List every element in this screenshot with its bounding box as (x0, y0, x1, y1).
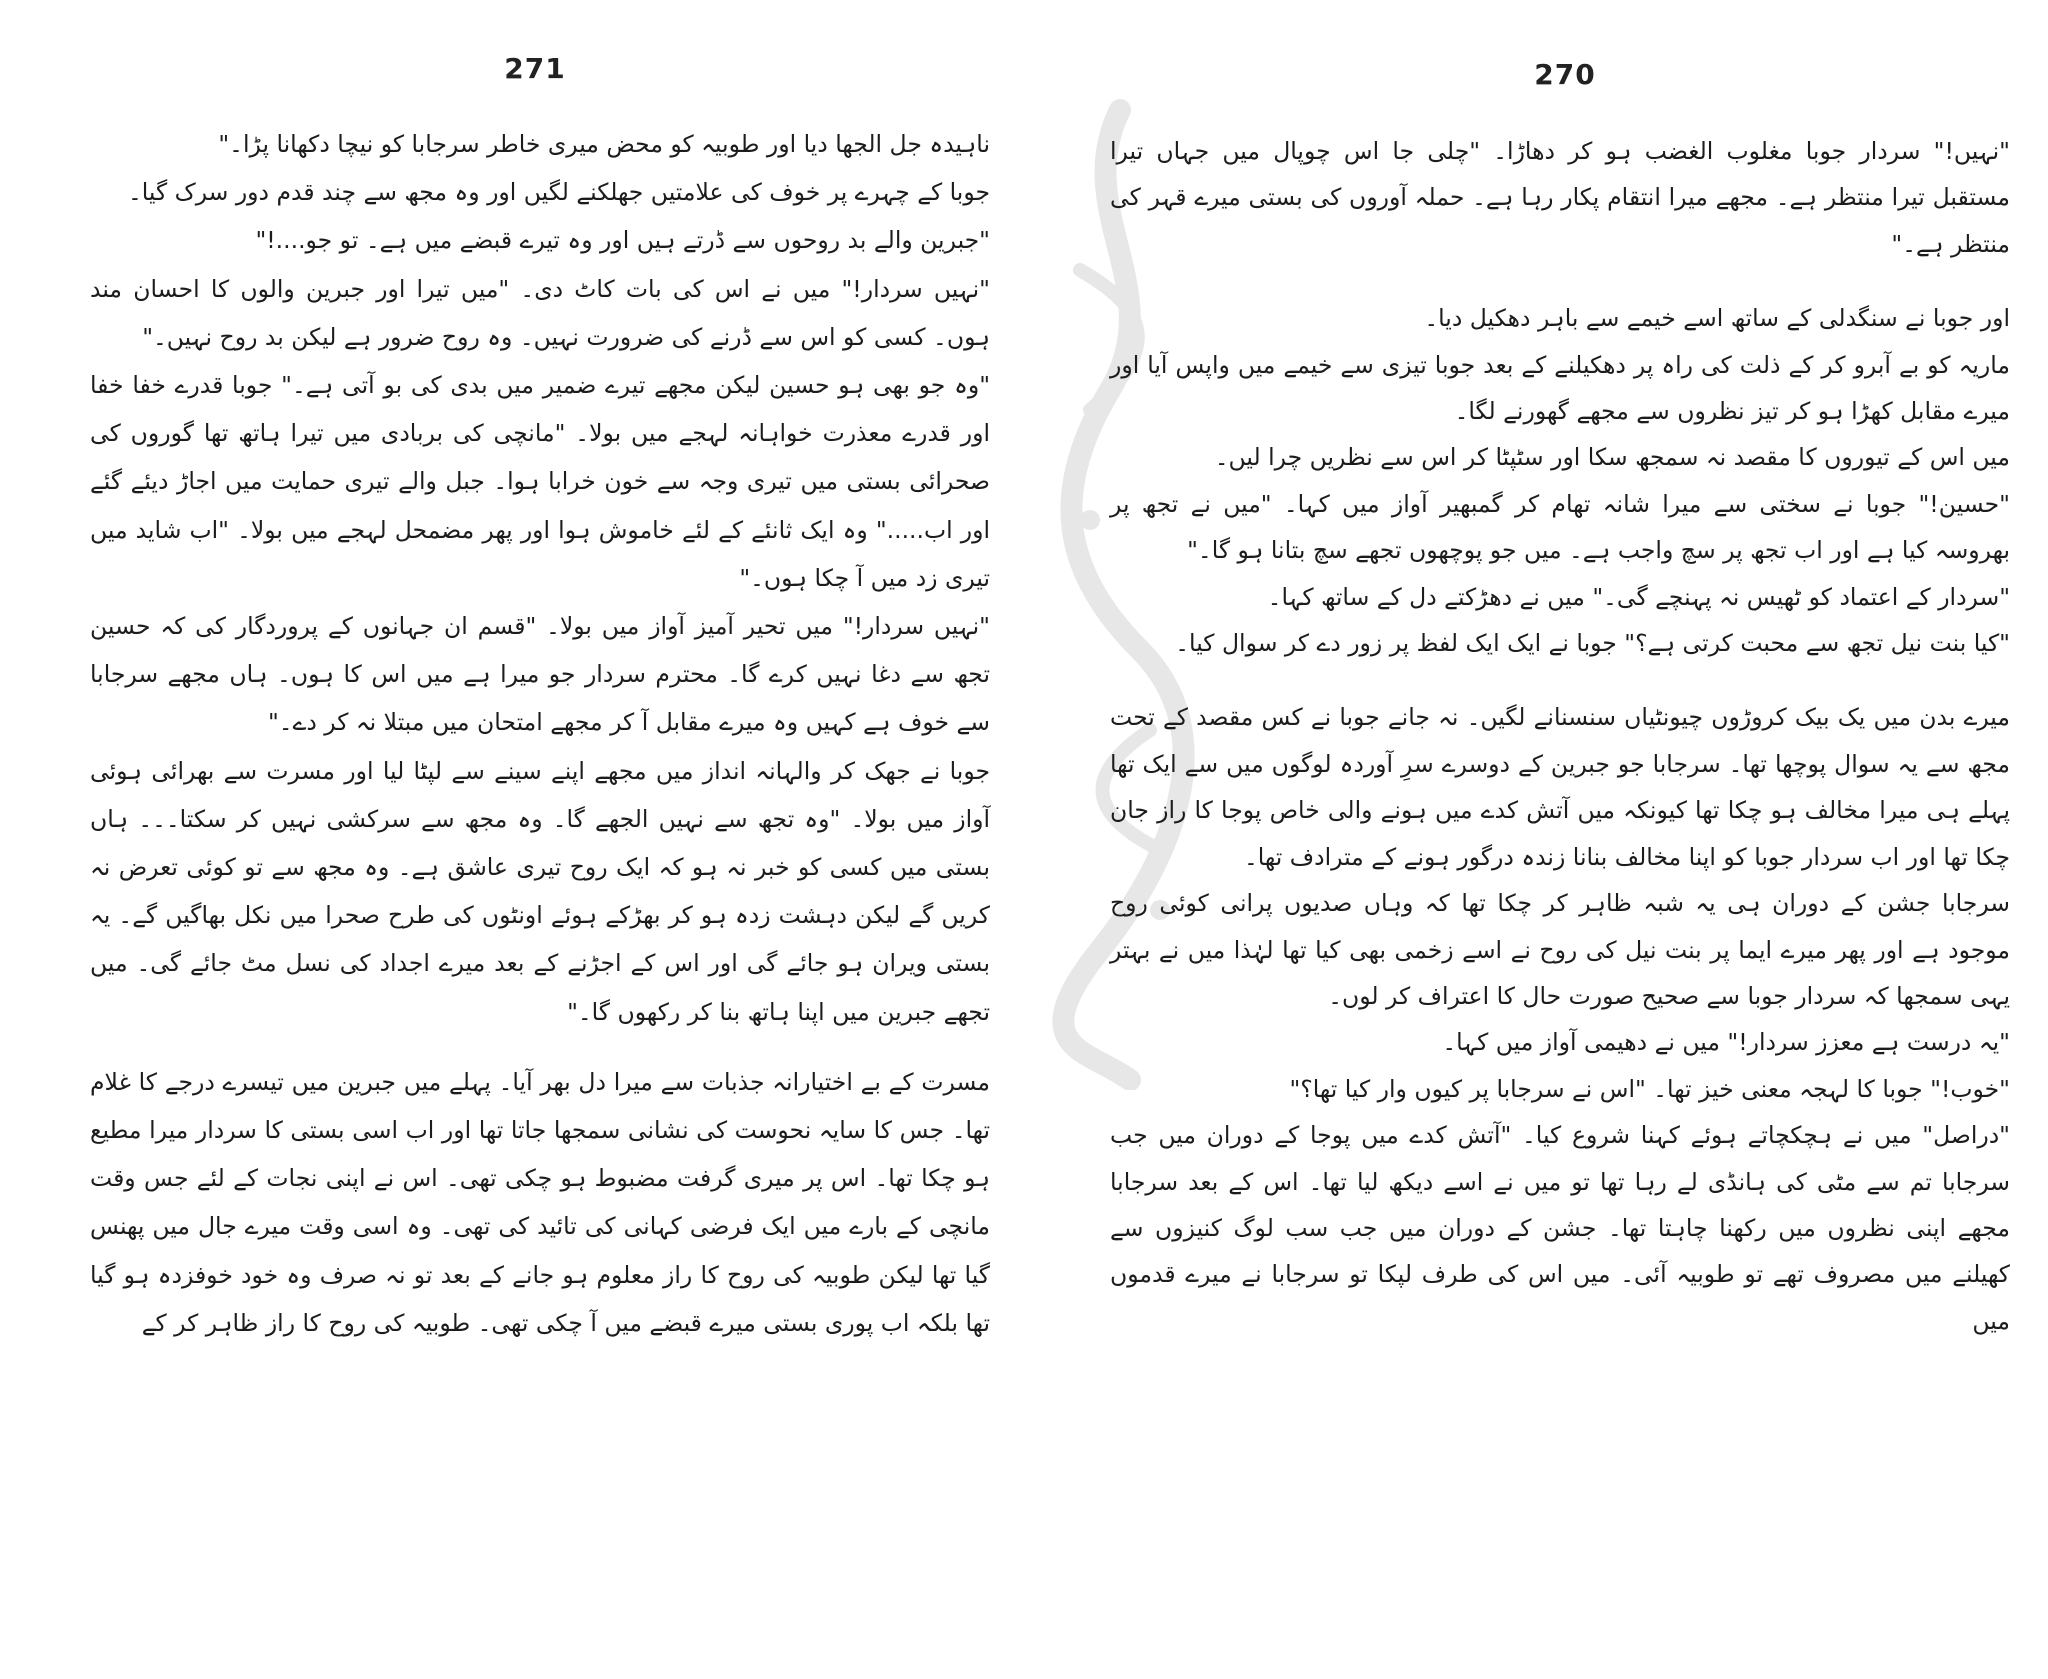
paragraph: "کیا بنت نیل تجھ سے محبت کرتی ہے؟" جوبا نے ایک ایک لفظ پر زور دے کر سوال کیا۔ (1175, 629, 2010, 658)
left-page (90, 0, 990, 1679)
right-page-text (1110, 128, 2010, 1344)
paragraph: میں اس کے تیوروں کا مقصد نہ سمجھ سکا اور سٹپٹا کر اس سے نظریں چرا لیں۔ (1214, 443, 2010, 472)
paragraph: "نہیں سردار!" میں تحیر آمیز آواز میں بولا۔ "قسم ان جہانوں کے پروردگار کی کہ حسین تجھ سے دغا نہیں کرے گا۔ محترم سردار جو میرا ہے میں اس کا ہوں۔ ہاں مجھے سرجابا سے خوف ہے کہیں وہ میرے مقابل آ کر مجھے امتحان میں مبتلا نہ کر دے۔" (90, 612, 990, 737)
paragraph: "دراصل" میں نے ہچکچاتے ہوئے کہنا شروع کیا۔ "آتش کدے میں پوجا کے دوران میں جب سرجابا تم سے مٹی کی ہانڈی لے رہا تھا تو میں نے اسے دیکھ لیا تھا۔ اس کے بعد سرجابا مجھے اپنی نظروں میں رکھنا چاہتا تھا۔ جشن کے دوران میں جب سب لوگ کنیزوں سے کھیلنے میں مصروف تھے تو طوبیہ آئی۔ میں اس کی طرف لپکا تو سرجابا نے میرے قدموں میں (1110, 1121, 2010, 1335)
paragraph: "نہیں!" سردار جوبا مغلوب الغضب ہو کر دھاڑا۔ "چلی جا اس چوپال میں جہاں تیرا مستقبل تیرا منتظر ہے۔ مجھے میرا انتقام پکار رہا ہے۔ حملہ آوروں کی بستی میرے قہر کی منتظر ہے۔" (1110, 137, 2010, 258)
paragraph: جوبا نے جھک کر والہانہ انداز میں مجھے اپنے سینے سے لپٹا لیا اور مسرت سے بھرائی ہوئی آواز میں بولا۔ "وہ تجھ سے نہیں الجھے گا۔ وہ مجھ سے سرکشی نہیں کر سکتا۔۔۔ ہاں بستی میں کسی کو خبر نہ ہو کہ ایک روح تیری عاشق ہے۔ وہ مجھ سے تو کوئی تعرض نہ کریں گے لیکن دہشت زدہ ہو کر بھڑکے ہوئے اونٹوں کی طرح صحرا میں نکل بھاگیں گے۔ یہ بستی ویران ہو جائے گی اور اس کے اجڑنے کے بعد میرے اجداد کی نسل مٹ جائے گی۔ میں تجھے جبرین میں اپنا ہاتھ بنا کر رکھوں گا۔" (90, 756, 990, 1026)
paragraph: "خوب!" جوبا کا لہجہ معنی خیز تھا۔ "اس نے سرجابا پر کیوں وار کیا تھا؟" (1289, 1074, 2010, 1103)
paragraph: اور جوبا نے سنگدلی کے ساتھ اسے خیمے سے باہر دھکیل دیا۔ (1424, 304, 2010, 333)
paragraph: "جبرین والے بد روحوں سے ڈرتے ہیں اور وہ تیرے قبضے میں ہے۔ تو جو....!" (255, 226, 990, 255)
paragraph: "نہیں سردار!" میں نے اس کی بات کاٹ دی۔ "میں تیرا اور جبرین والوں کا احسان مند ہوں۔ کسی کو اس سے ڈرنے کی ضرورت نہیں۔ وہ روح ضرور ہے لیکن بد روح نہیں۔" (90, 274, 990, 351)
right-page (1110, 0, 2010, 1679)
left-page-text (90, 120, 990, 1347)
paragraph: ماریہ کو بے آبرو کر کے ذلت کی راہ پر دھکیلنے کے بعد جوبا تیزی سے خیمے میں واپس آیا اور میرے مقابل کھڑا ہو کر تیز نظروں سے مجھے گھورنے لگا۔ (1110, 350, 2010, 426)
paragraph: سرجابا جشن کے دوران ہی یہ شبہ ظاہر کر چکا تھا کہ وہاں صدیوں پرانی کوئی روح موجود ہے اور پھر میرے ایما پر بنت نیل کی روح نے اسے زخمی بھی کیا تھا لہٰذا میں نے بہتر یہی سمجھا کہ سردار جوبا سے صحیح صورت حال کا اعتراف کر لوں۔ (1110, 889, 2010, 1010)
paragraph: ناہیدہ جل الجھا دیا اور طوبیہ کو محض میری خاطر سرجابا کو نیچا دکھانا پڑا۔" (218, 130, 990, 158)
paragraph: مسرت کے بے اختیارانہ جذبات سے میرا دل بھر آیا۔ پہلے میں جبرین میں تیسرے درجے کا غلام تھا۔ جس کا سایہ نحوست کی نشانی سمجھا جاتا تھا اور اب اسی بستی کا سردار میرا مطیع ہو چکا تھا۔ اس پر میری گرفت مضبوط ہو چکی تھی۔ اس نے اپنی نجات کے لئے جس وقت مانچی کے بارے میں ایک فرضی کہانی کی تائید کی تھی۔ وہ اسی وقت میرے جال میں پھنس گیا تھا لیکن طوبیہ کی روح کا راز معلوم ہو جانے کے بعد تو نہ صرف وہ خود خوفزدہ ہو گیا تھا بلکہ اب پوری بستی میرے قبضے میں آ چکی تھی۔ طوبیہ کی روح کا راز ظاہر کر کے (90, 1067, 990, 1337)
paragraph: "سردار کے اعتماد کو ٹھیس نہ پہنچے گی۔" میں نے دھڑکتے دل کے ساتھ کہا۔ (1267, 582, 2010, 611)
paragraph: "حسین!" جوبا نے سختی سے میرا شانہ تھام کر گمبھیر آواز میں کہا۔ "میں نے تجھ پر بھروسہ کیا ہے اور اب تجھ پر سچ واجب ہے۔ میں جو پوچھوں تجھے سچ بتانا ہو گا۔" (1110, 489, 2010, 565)
paragraph: "یہ درست ہے معزز سردار!" میں نے دھیمی آواز میں کہا۔ (1442, 1028, 2010, 1057)
page-number-right: 270 (1534, 58, 1596, 91)
page-number-left: 271 (504, 52, 566, 85)
paragraph: "وہ جو بھی ہو حسین لیکن مجھے تیرے ضمیر میں بدی کی بو آتی ہے۔" جوبا قدرے خفا خفا اور قدرے معذرت خواہانہ لہجے میں بولا۔ "مانچی کی بربادی میں تیرا ہاتھ تھا گوروں کی صحرائی بستی میں تیری وجہ سے خون خرابا ہوا۔ جبل والے تیری حمایت میں اجاڑ دیئے گئے اور اب....." وہ ایک ثانئے کے لئے خاموش ہوا اور پھر مضمحل لہجے میں بولا۔ "اب شاید میں تیری زد میں آ چکا ہوں۔" (90, 371, 990, 592)
paragraph: جوبا کے چہرے پر خوف کی علامتیں جھلکنے لگیں اور وہ مجھ سے چند قدم دور سرک گیا۔ (128, 178, 990, 207)
paragraph: میرے بدن میں یک بیک کروڑوں چیونٹیاں سنسنانے لگیں۔ نہ جانے جوبا نے کس مقصد کے تحت مجھ سے یہ سوال پوچھا تھا۔ سرجابا جو جبرین کے دوسرے سرِ آوردہ لوگوں میں سے ایک تھا پہلے ہی میرا مخالف ہو چکا تھا کیونکہ میں آتش کدے میں ہونے والی خاص پوجا کا راز جان چکا تھا اور اب سردار جوبا کو اپنا مخالف بنانا زندہ درگور ہونے کے مترادف تھا۔ (1110, 703, 2010, 871)
